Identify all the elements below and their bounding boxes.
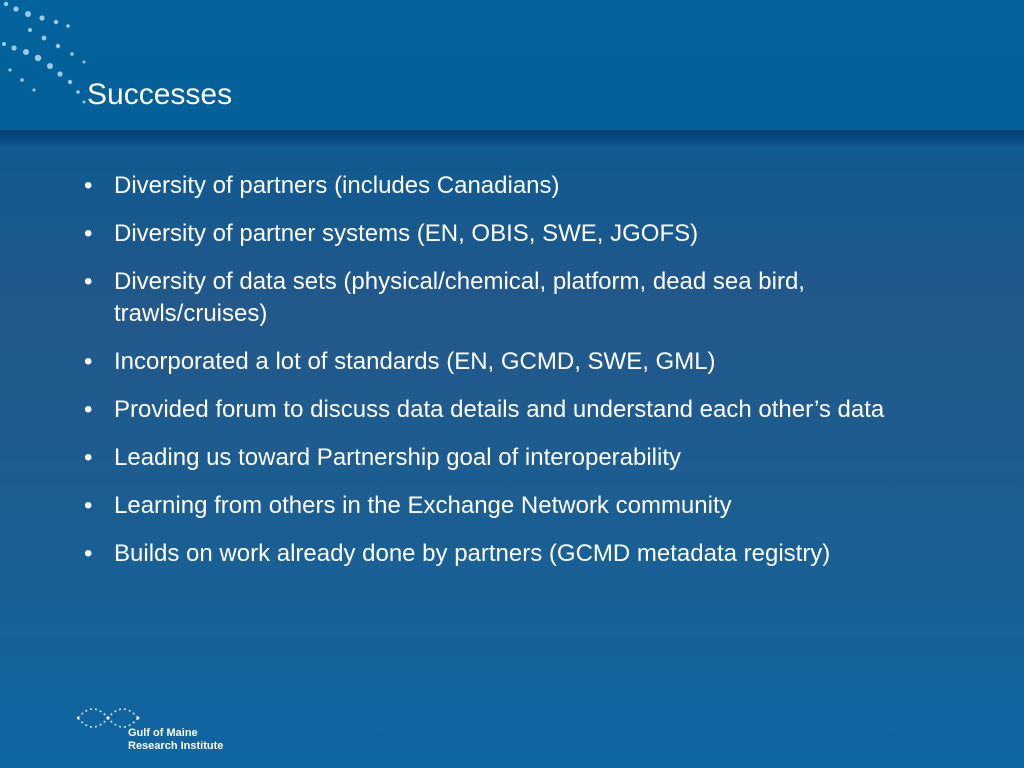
slide-header [0,0,1024,130]
bullet-text: Builds on work already done by partners (GCMD metadata registry) [114,540,831,567]
bullet-item [84,442,964,474]
bullet-text: Provided forum to discuss data details and understand each other’s data [114,396,885,423]
gmri-logo [76,702,276,756]
bullet-text: Diversity of partner systems (EN, OBIS, SWE, JGOFS) [114,220,699,247]
logo-text-line1: Gulf of Maine [128,727,198,739]
bullet-dot: • [84,492,93,519]
bullet-item [84,266,964,330]
bullet-dot: • [84,348,93,375]
bullet-text: Diversity of data sets (physical/chemical, platform, dead sea bird, trawls/cruises) [114,268,805,327]
bullet-item [84,490,964,522]
bullet-text: Learning from others in the Exchange Network community [114,492,732,519]
bullet-dot: • [84,540,93,567]
slide-title: Successes [87,78,233,111]
bullet-text: Diversity of partners (includes Canadians) [114,172,560,199]
bullet-text: Leading us toward Partnership goal of interoperability [114,444,682,471]
bullet-list [84,170,964,586]
bullet-item [84,170,964,202]
bullet-dot: • [84,172,93,199]
bullet-dot: • [84,268,93,295]
bullet-item [84,538,964,570]
bullet-text: Incorporated a lot of standards (EN, GCMD, SWE, GML) [114,348,716,375]
header-shadow [0,130,1024,148]
bullet-item [84,218,964,250]
bullet-item [84,346,964,378]
bullet-item [84,394,964,426]
bullet-dot: • [84,396,93,423]
bullet-dot: • [84,444,93,471]
logo-text-line2: Research Institute [128,740,224,752]
bullet-dot: • [84,220,93,247]
